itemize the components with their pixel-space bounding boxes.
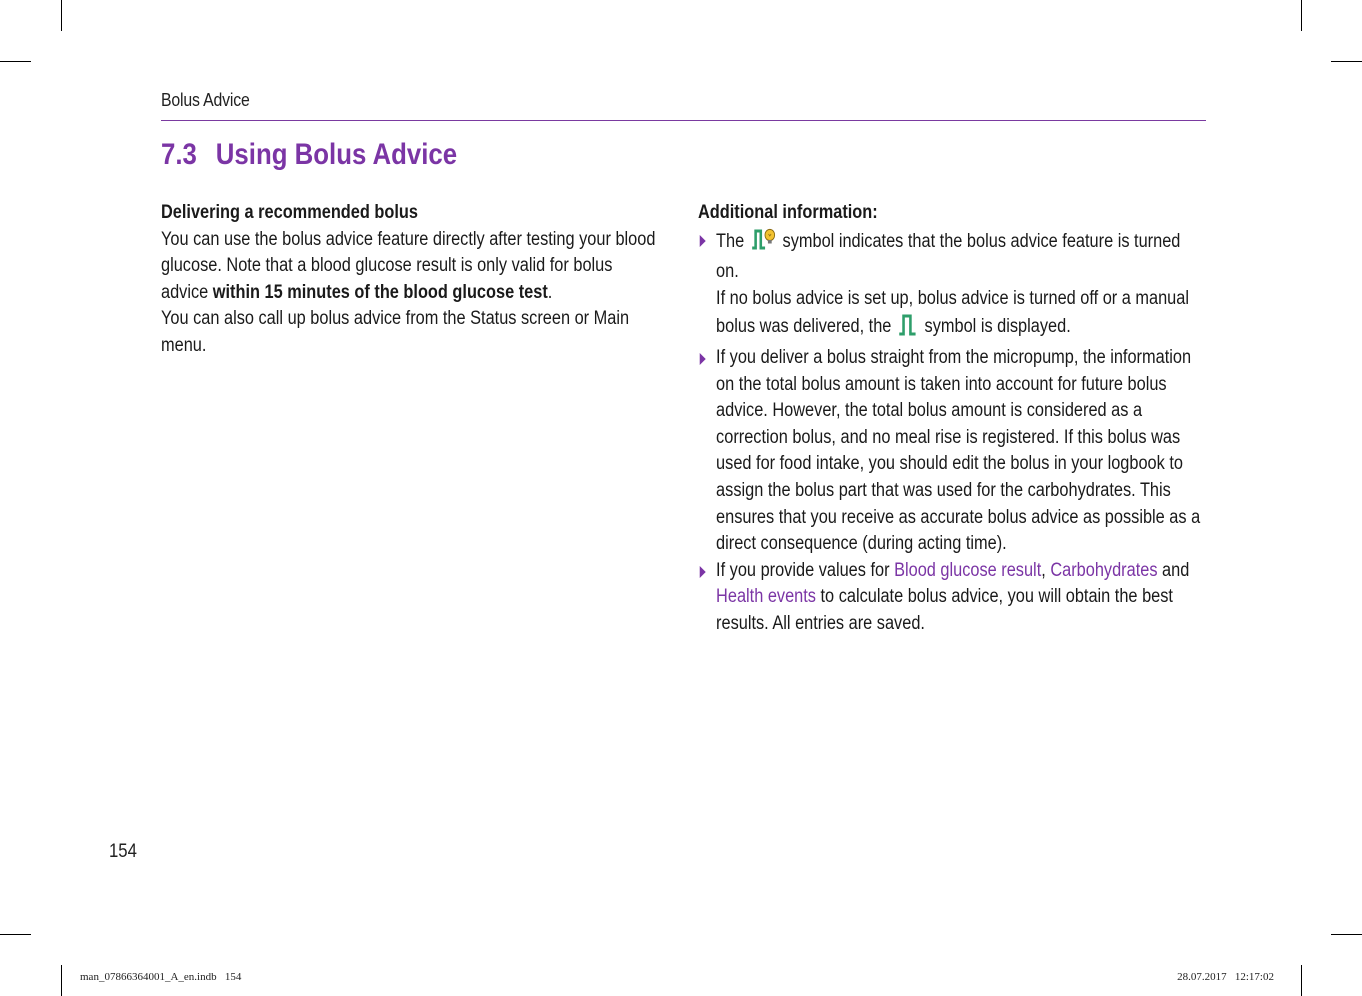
bullet-triangle-icon [700, 353, 706, 365]
carbohydrates-link[interactable]: Carbohydrates [1050, 559, 1158, 581]
running-head: Bolus Advice [161, 90, 250, 110]
para1-end: . [547, 281, 553, 303]
right-column [698, 200, 1288, 638]
bolus-advice-on-icon [750, 227, 776, 260]
info-list [698, 227, 1205, 638]
crop-mark [1331, 934, 1362, 935]
section-number: 7.3 [161, 138, 197, 171]
bullet1-text: symbol indicates that the bolus advice feature is turned on. [716, 230, 1181, 283]
list-item [698, 345, 1205, 558]
right-heading: Additional information: [698, 202, 878, 223]
crop-mark [1301, 965, 1302, 996]
blood-glucose-result-link[interactable]: Blood glucose result [894, 559, 1042, 581]
list-item [698, 558, 1205, 638]
bullet3-text: and [1157, 559, 1190, 581]
bullet1-text: symbol is displayed. [919, 316, 1071, 338]
left-paragraph-2: You can also call up bolus advice from the Status screen or Main menu. [161, 308, 630, 356]
bullet1-text: If no bolus advice is set up, bolus advice is turned off or a manual bolus was delivered, the [716, 287, 1189, 338]
crop-mark [1331, 61, 1362, 62]
crop-mark [61, 965, 62, 996]
header-rule [161, 120, 1206, 121]
bullet3-text: to calculate bolus advice, you will obtain the best results. All entries are saved. [716, 586, 1173, 634]
bullet-triangle-icon [700, 235, 706, 247]
print-slug-file: man_07866364001_A_en.indb 154 [80, 971, 242, 983]
print-slug-date: 28.07.2017 12:17:02 [1177, 971, 1274, 983]
bullet1-text: The [716, 230, 749, 252]
crop-mark [61, 0, 62, 31]
section-title [161, 138, 457, 172]
left-paragraph-1 [161, 227, 656, 307]
bullet3-text: , [1041, 559, 1051, 581]
left-column [161, 200, 736, 360]
list-item [698, 227, 1205, 345]
section-title-text: Using Bolus Advice [215, 138, 458, 171]
page-number: 154 [109, 841, 137, 862]
bullet-triangle-icon [700, 566, 706, 578]
crop-mark [0, 934, 31, 935]
para1-bold-text: within 15 minutes of the blood glucose test [212, 281, 548, 303]
left-heading: Delivering a recommended bolus [161, 202, 418, 223]
health-events-link[interactable]: Health events [716, 586, 816, 608]
crop-mark [0, 61, 31, 62]
bolus-advice-off-icon [898, 312, 919, 345]
crop-mark [1301, 0, 1302, 31]
para1-text: You can use the bolus advice feature directly after testing your blood glucose. Note that a blood glucose result is only valid for bolus advice [161, 228, 656, 303]
bullet3-text: If you provide values for [716, 559, 895, 581]
bullet2-text: If you deliver a bolus straight from the micropump, the information on the total bolus amount is taken into account for future bolus advice. However, the total bolus amount is considered as a correction bolus, and no meal rise is registered. If this bolus was used for food intake, you should edit the bolus in your logbook to assign the bolus part that was used for the carbohydrates. This ensures that you receive as accurate bolus advice as possible as a direct consequence (during acting time). [716, 346, 1201, 555]
